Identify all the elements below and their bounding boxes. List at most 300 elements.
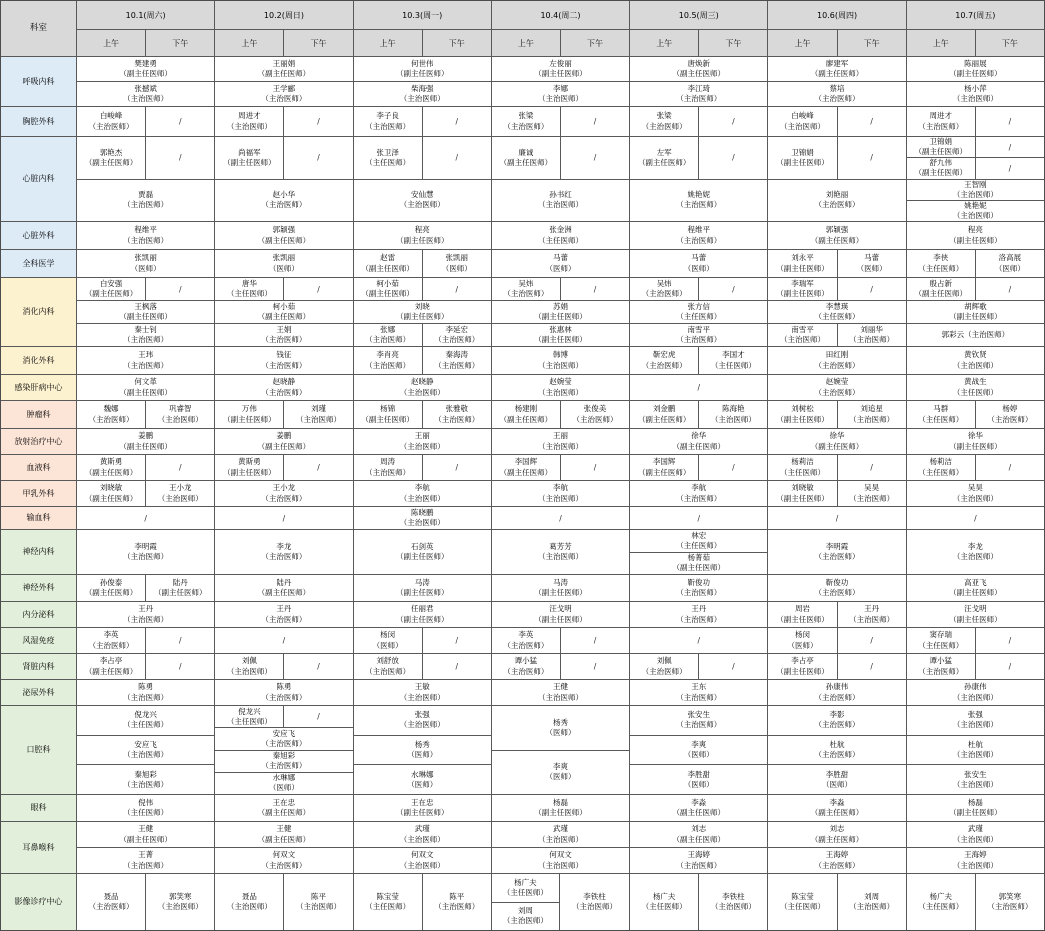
header-am-pm — [768, 29, 905, 56]
schedule-day-cell — [76, 628, 214, 653]
doctor-title: （副主任医师） — [949, 441, 1002, 451]
schedule-entry — [630, 323, 767, 346]
empty-slot: / — [282, 513, 286, 523]
doctor-name: 李影 — [829, 710, 845, 720]
doctor-name: 安应飞 — [272, 728, 296, 738]
schedule-day-cell — [767, 628, 905, 653]
doctor-title: （副主任医师） — [949, 312, 1002, 321]
doctor-title: （医师） — [545, 772, 576, 782]
schedule-entry — [77, 874, 214, 930]
header-am-label: 上午 — [103, 38, 120, 48]
schedule-entry — [215, 137, 352, 179]
schedule-day-cell — [491, 481, 629, 506]
doctor-title: （主任医师） — [226, 289, 272, 298]
doctor-title: （副主任医师） — [223, 157, 276, 167]
schedule-entry — [354, 179, 491, 222]
doctor-title: （主治医师） — [88, 640, 134, 650]
doctor-name: 张梁 — [518, 111, 534, 121]
doctor-title: （副主任医师） — [84, 588, 138, 597]
schedule-day-cell — [491, 706, 629, 794]
department-row — [1, 454, 1044, 480]
doctor-name: 徐华 — [829, 431, 845, 441]
schedule-day-cell — [353, 137, 491, 221]
schedule-entry — [77, 680, 214, 705]
doctor-name: 廖建军 — [825, 58, 849, 68]
schedule-day-cell — [767, 874, 905, 930]
doctor-name: 唐焕新 — [687, 58, 711, 68]
schedule-entry — [907, 107, 1044, 136]
doctor-title: （主治医师） — [987, 414, 1033, 424]
doctor-name: 程亮 — [414, 225, 430, 235]
am-slot — [768, 602, 836, 627]
doctor-name: 李爽 — [552, 762, 568, 772]
am-slot — [907, 654, 975, 679]
dept-label: 肾脏内科 — [1, 654, 76, 679]
schedule-entry — [77, 481, 214, 506]
doctor-name: 姜鹏 — [276, 431, 292, 441]
doctor-name: 杨莉洁 — [791, 457, 814, 467]
am-slot — [77, 107, 145, 136]
am-slot — [907, 137, 975, 157]
doctor-title: （主治医师） — [226, 902, 272, 911]
schedule-day-cell — [629, 507, 767, 529]
header-am-label: 上午 — [517, 38, 534, 48]
schedule-entry — [630, 735, 767, 765]
schedule-entry — [907, 300, 1044, 323]
empty-slot: / — [732, 153, 735, 163]
doctor-name: 武瑾 — [967, 824, 983, 834]
pm-slot — [698, 137, 767, 179]
am-slot — [354, 874, 422, 930]
doctor-name: 王海婷 — [687, 850, 711, 860]
doctor-name: 赵雷 — [380, 253, 396, 263]
doctor-title: （医师） — [407, 779, 438, 789]
schedule-entry — [215, 81, 352, 106]
schedule-entry — [907, 455, 1044, 480]
doctor-title: （主治医师） — [537, 200, 583, 210]
schedule-day-cell — [214, 654, 352, 679]
pm-slot — [145, 401, 214, 428]
department-row — [1, 821, 1044, 873]
pm-slot — [560, 137, 629, 179]
doctor-name: 王丹 — [691, 604, 707, 614]
dept-label: 放射治疗中心 — [1, 429, 76, 454]
am-slot — [77, 874, 145, 930]
schedule-entry — [77, 250, 214, 277]
schedule-entry — [77, 795, 214, 821]
am-slot — [907, 874, 975, 930]
pm-slot — [422, 347, 491, 374]
schedule-day-cell — [76, 429, 214, 454]
pm-slot — [422, 250, 491, 277]
am-slot — [907, 158, 975, 178]
doctor-name: 吴炜 — [656, 278, 672, 288]
schedule-entry — [768, 847, 905, 873]
doctor-title: （主任医师） — [365, 902, 411, 911]
doctor-title: （副主任医师） — [84, 666, 138, 676]
doctor-title: （主治医师） — [814, 588, 860, 597]
am-slot — [215, 107, 283, 136]
pm-slot — [283, 107, 352, 136]
schedule-day-cell — [629, 137, 767, 221]
schedule-entry — [77, 278, 214, 300]
schedule-entry — [492, 222, 629, 249]
schedule-day-cell — [906, 530, 1044, 574]
pm-slot — [975, 137, 1044, 157]
department-row — [1, 574, 1044, 601]
dept-label: 消化外科 — [1, 347, 76, 374]
doctor-name: 刘志 — [829, 824, 845, 834]
pm-slot — [283, 706, 352, 727]
doctor-title: （主治医师） — [676, 860, 722, 870]
doctor-name: 李铁柱 — [583, 891, 606, 901]
doctor-title: （副主任医师） — [361, 263, 414, 273]
doctor-name: 王丹 — [864, 604, 880, 614]
header-am-label: 上午 — [241, 38, 258, 48]
doctor-name: 陈宝莹 — [376, 891, 399, 901]
header-am-pm — [215, 29, 352, 56]
schedule-entry — [354, 137, 491, 179]
doctor-name: 何双文 — [410, 850, 434, 860]
doctor-title: （主治医师） — [88, 902, 134, 911]
doctor-title: （副主任医师） — [499, 157, 553, 167]
pm-slot — [698, 654, 767, 679]
doctor-title: （主治医师） — [399, 518, 445, 527]
doctor-title: （主任医师） — [710, 360, 756, 370]
doctor-name: 刘瑾 — [310, 404, 326, 414]
dept-label: 风湿免疫 — [1, 628, 76, 653]
doctor-name: 柯小茹 — [272, 301, 296, 311]
schedule-day-cell — [214, 481, 352, 506]
schedule-day-cell — [214, 401, 352, 428]
schedule-day-cell — [76, 278, 214, 346]
schedule-day-cell — [76, 401, 214, 428]
doctor-title: （副主任医师） — [776, 614, 829, 624]
empty-slot: / — [732, 463, 735, 472]
doctor-name: 谭小猛 — [929, 656, 952, 666]
schedule-day-cell — [353, 375, 491, 400]
doctor-title: （主治医师） — [157, 414, 203, 424]
doctor-title: （副主任医师） — [534, 808, 587, 817]
schedule-day-cell — [76, 706, 214, 794]
doctor-name: 王学郦 — [272, 83, 296, 93]
schedule-entry — [492, 81, 629, 106]
am-slot — [77, 278, 145, 300]
doctor-name: 李侠 — [933, 253, 949, 263]
doctor-name: 刘艳丽 — [825, 190, 849, 200]
schedule-day-cell — [906, 575, 1044, 601]
department-row — [1, 506, 1044, 529]
schedule-day-cell — [353, 575, 491, 601]
doctor-title: （副主任医师） — [810, 441, 864, 451]
pm-slot — [837, 654, 906, 679]
schedule-entry — [77, 706, 214, 735]
header-pm-label: 下午 — [560, 30, 629, 56]
doctor-title: （主治医师） — [123, 552, 169, 561]
doctor-title: （医师） — [268, 263, 299, 273]
doctor-name: 刘永平 — [791, 253, 814, 263]
schedule-entry — [492, 706, 629, 750]
empty-slot: / — [282, 636, 286, 645]
doctor-title: （副主任医师） — [257, 808, 311, 817]
doctor-title: （主治医师） — [261, 200, 307, 210]
doctor-name: 何世伟 — [410, 58, 434, 68]
doctor-title: （主治医师） — [814, 200, 860, 210]
doctor-title: （主治医师） — [261, 552, 307, 561]
empty-slot: / — [593, 662, 597, 671]
doctor-name: 贾磊 — [138, 190, 154, 200]
doctor-name: 李娜 — [552, 83, 568, 93]
doctor-title: （主任医师） — [918, 414, 964, 424]
empty-slot: / — [144, 513, 147, 523]
schedule-entry — [215, 874, 352, 930]
doctor-name: 杨建刚 — [514, 404, 538, 414]
schedule-entry — [768, 375, 905, 400]
schedule-day-cell — [353, 874, 491, 930]
schedule-entry — [492, 429, 629, 454]
schedule-entry — [630, 602, 767, 627]
schedule-entry — [215, 680, 352, 705]
table-header — [1, 1, 1044, 56]
schedule-day-cell — [353, 429, 491, 454]
schedule-day-cell — [906, 278, 1044, 346]
doctor-title: （主治医师） — [814, 720, 860, 730]
schedule-entry — [630, 429, 767, 454]
doctor-title: （副主任医师） — [776, 666, 829, 676]
doctor-title: （副主任医师） — [119, 69, 172, 78]
doctor-title: （主任医师） — [365, 157, 411, 167]
am-slot — [768, 654, 836, 679]
doctor-title: （副主任医师） — [534, 588, 587, 597]
doctor-name: 杨莉洁 — [929, 457, 952, 467]
doctor-name: 陈海艳 — [722, 404, 745, 414]
empty-slot: / — [697, 383, 701, 392]
doctor-title: （医师） — [683, 750, 714, 759]
doctor-title: （主治医师） — [123, 200, 169, 210]
doctor-name: 赵婉莹 — [825, 377, 849, 387]
doctor-name: 杨广夫 — [514, 877, 537, 887]
schedule-entry — [492, 137, 629, 179]
schedule-entry — [354, 375, 491, 400]
schedule-entry — [768, 323, 905, 346]
doctor-title: （主治医师） — [261, 493, 307, 503]
doctor-name: 张凯丽 — [445, 253, 469, 263]
doctor-title: （副主任医师） — [672, 563, 726, 573]
am-sub-slot — [492, 902, 559, 931]
schedule-day-cell — [491, 107, 629, 136]
schedule-day-cell — [76, 107, 214, 136]
schedule-entry — [215, 278, 352, 300]
empty-slot: / — [455, 117, 459, 126]
doctor-name: 汪戈明 — [549, 604, 572, 614]
schedule-entry — [630, 575, 767, 601]
doctor-title: （副主任医师） — [361, 414, 414, 424]
schedule-entry — [630, 278, 767, 300]
dept-label: 感染肝病中心 — [1, 375, 76, 400]
schedule-entry — [77, 602, 214, 627]
doctor-title: （副主任医师） — [153, 588, 207, 597]
schedule-day-cell — [76, 680, 214, 705]
schedule-day-cell — [353, 628, 491, 653]
schedule-day-cell — [76, 507, 214, 529]
schedule-day-cell — [214, 347, 352, 374]
empty-slot: / — [732, 117, 735, 126]
header-am-pm — [354, 29, 491, 56]
schedule-entry — [354, 735, 491, 765]
doctor-name: 何双文 — [549, 850, 572, 860]
schedule-day-cell — [491, 602, 629, 627]
schedule-entry — [354, 822, 491, 847]
doctor-name: 杨广夫 — [929, 891, 952, 901]
header-am-label: 上午 — [932, 38, 949, 48]
am-slot — [77, 401, 145, 428]
doctor-name: 安仙慧 — [410, 190, 434, 200]
am-slot — [630, 401, 698, 428]
dept-label: 胸腔外科 — [1, 107, 76, 136]
doctor-title: （主治医师） — [261, 860, 307, 870]
doctor-title: （副主任医师） — [914, 147, 967, 157]
empty-slot: / — [1008, 662, 1012, 671]
doctor-name: 李子良 — [376, 111, 399, 121]
doctor-title: （主治医师） — [123, 235, 169, 245]
pm-slot — [837, 481, 906, 506]
schedule-day-cell — [491, 401, 629, 428]
pm-slot — [422, 654, 491, 679]
schedule-entry — [354, 278, 491, 300]
am-slot — [768, 278, 836, 300]
schedule-day-cell — [214, 602, 352, 627]
doctor-title: （主治医师） — [261, 360, 307, 370]
doctor-title: （主治医师） — [123, 335, 169, 344]
doctor-title: （主治医师） — [952, 94, 998, 103]
doctor-name: 张凯丽 — [134, 253, 157, 263]
doctor-name: 陈丽展 — [964, 58, 987, 68]
doctor-title: （主治医师） — [676, 614, 722, 624]
empty-slot: / — [455, 284, 459, 294]
schedule-day-cell — [491, 222, 629, 249]
schedule-entry — [215, 750, 352, 772]
doctor-title: （主治医师） — [88, 121, 134, 131]
am-slot — [77, 455, 145, 480]
schedule-entry — [907, 429, 1044, 454]
department-row — [1, 136, 1044, 221]
schedule-entry — [215, 57, 352, 81]
doctor-name: 刘金鹏 — [652, 404, 676, 414]
schedule-entry — [77, 375, 214, 400]
department-row — [1, 428, 1044, 454]
doctor-title: （副主任医师） — [637, 467, 691, 477]
schedule-entry — [630, 481, 767, 506]
schedule-entry — [630, 57, 767, 81]
schedule-entry — [768, 822, 905, 847]
dept-label: 血液科 — [1, 455, 76, 480]
schedule-day-cell — [767, 507, 905, 529]
empty-slot: / — [593, 284, 597, 294]
doctor-title: （医师） — [372, 640, 403, 650]
doctor-name: 武瑾 — [414, 824, 430, 834]
doctor-name: 李胜甜 — [825, 769, 849, 779]
schedule-entry — [630, 680, 767, 705]
doctor-title: （主治医师） — [226, 121, 272, 131]
schedule-entry — [77, 455, 214, 480]
doctor-name: 王健 — [552, 682, 568, 692]
empty-slot: / — [178, 153, 182, 163]
doctor-name: 钱征 — [276, 350, 292, 360]
doctor-name: 刘佩 — [241, 656, 257, 666]
doctor-name: 张方信 — [687, 301, 711, 311]
am-slot — [215, 278, 283, 300]
doctor-name: 巩睿智 — [168, 404, 192, 414]
schedule-entry — [215, 179, 352, 222]
schedule-day-cell — [76, 575, 214, 601]
pm-slot — [698, 107, 767, 136]
doctor-name: 李淼 — [691, 797, 707, 807]
schedule-day-cell — [767, 575, 905, 601]
schedule-entry — [215, 795, 352, 821]
header-am-pm — [492, 29, 629, 56]
schedule-day-cell — [906, 250, 1044, 277]
header-pm-label: 下午 — [698, 30, 767, 56]
schedule-entry — [492, 680, 629, 705]
dept-label: 输血科 — [1, 507, 76, 529]
doctor-title: （主任医师） — [641, 902, 687, 911]
pm-slot — [422, 401, 491, 428]
doctor-title: （副主任医师） — [810, 235, 864, 245]
empty-slot: / — [870, 117, 873, 126]
schedule-entry — [215, 347, 352, 374]
schedule-entry — [907, 481, 1044, 506]
doctor-title: （主治医师） — [537, 692, 583, 702]
doctor-name: 张强 — [967, 710, 983, 720]
department-row — [1, 627, 1044, 653]
doctor-title: （主治医师） — [261, 94, 307, 103]
doctor-name: 王枫落 — [134, 301, 157, 311]
pm-slot — [422, 455, 491, 480]
pm-slot — [975, 401, 1044, 428]
schedule-day-cell — [629, 222, 767, 249]
empty-slot: / — [870, 636, 873, 645]
doctor-title: （副主任医师） — [810, 69, 864, 78]
empty-slot: / — [317, 463, 320, 472]
pm-slot — [283, 874, 352, 930]
am-slot — [354, 324, 422, 346]
pm-slot — [422, 324, 491, 346]
doctor-title: （主任医师） — [918, 263, 964, 273]
am-slot — [354, 278, 422, 300]
doctor-title: （主治医师） — [676, 235, 722, 245]
dept-label: 泌尿外科 — [1, 680, 76, 705]
doctor-name: 刘晓敏 — [791, 483, 814, 493]
schedule-entry — [354, 57, 491, 81]
empty-slot: / — [455, 662, 459, 671]
schedule-entry — [768, 401, 905, 428]
pm-slot — [145, 628, 214, 653]
schedule-day-cell — [906, 455, 1044, 480]
doctor-name: 赵晓静 — [410, 377, 434, 387]
department-row — [1, 529, 1044, 574]
doctor-name: 秦海涛 — [445, 350, 469, 360]
schedule-entry — [907, 764, 1044, 794]
doctor-title: （主治医师） — [88, 414, 134, 424]
schedule-entry — [215, 250, 352, 277]
doctor-name: 李国辉 — [652, 457, 676, 467]
doctor-name: 王海婷 — [825, 850, 849, 860]
am-slot — [907, 401, 975, 428]
pm-slot — [145, 455, 214, 480]
doctor-title: （副主任医师） — [810, 808, 864, 817]
schedule-day-cell — [629, 680, 767, 705]
schedule-day-cell — [629, 530, 767, 574]
